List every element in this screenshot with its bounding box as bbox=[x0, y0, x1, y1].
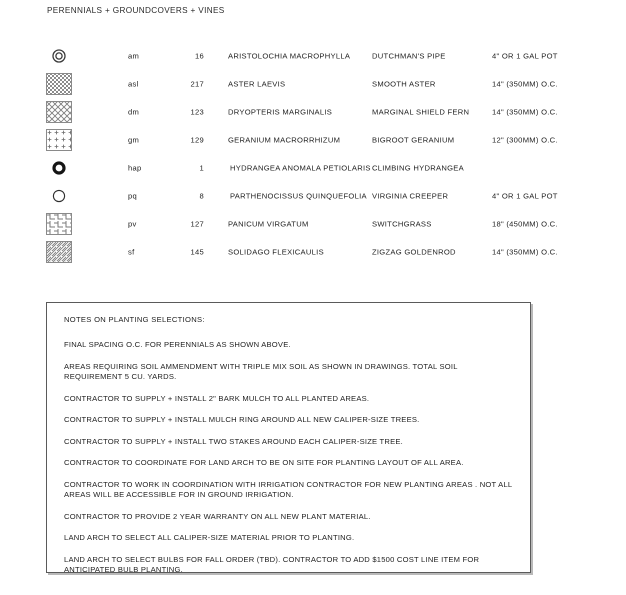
plant-code: am bbox=[128, 51, 140, 61]
plant-size: 4" OR 1 GAL POT bbox=[492, 51, 558, 61]
table-row bbox=[0, 210, 626, 238]
plant-size: 14" (350MM) O.C. bbox=[492, 79, 558, 89]
list-item: CONTRACTOR TO PROVIDE 2 YEAR WARRANTY ON ALL NEW PLANT MATERIAL. bbox=[64, 511, 371, 521]
plant-schedule-table bbox=[0, 42, 626, 266]
plant-code: gm bbox=[128, 135, 140, 145]
common-name: SMOOTH ASTER bbox=[372, 79, 436, 89]
list-item: AREAS REQUIRING SOIL AMMENDMENT WITH TRIPLE MIX SOIL AS SHOWN IN DRAWINGS. TOTAL SOIL REQUIREMENT 5 CU. YARDS. bbox=[64, 361, 458, 381]
concentric-circle-symbol bbox=[46, 45, 72, 67]
list-item: CONTRACTOR TO WORK IN COORDINATION WITH IRRIGATION CONTRACTOR FOR NEW PLANTING AREAS . NOT ALL AREAS WILL BE ACCESSIBLE FOR IN GROUND IRRIGATION. bbox=[64, 479, 513, 499]
planting-notes-box bbox=[46, 302, 531, 573]
common-name: SWITCHGRASS bbox=[372, 219, 432, 229]
plant-size: 4" OR 1 GAL POT bbox=[492, 191, 558, 201]
common-name: DUTCHMAN'S PIPE bbox=[372, 51, 446, 61]
table-row bbox=[0, 238, 626, 266]
plant-qty: 16 bbox=[194, 51, 204, 61]
plant-qty: 8 bbox=[199, 191, 204, 201]
plant-size: 14" (350MM) O.C. bbox=[492, 107, 558, 117]
list-item: CONTRACTOR TO SUPPLY + INSTALL TWO STAKES AROUND EACH CALIPER-SIZE TREE. bbox=[64, 436, 403, 446]
botanical-name: GERANIUM MACRORRHIZUM bbox=[228, 135, 341, 145]
table-row bbox=[0, 126, 626, 154]
table-row bbox=[0, 70, 626, 98]
botanical-name: PARTHENOCISSUS QUINQUEFOLIA bbox=[230, 191, 367, 201]
botanical-name: ASTER LAEVIS bbox=[228, 79, 286, 89]
table-row bbox=[0, 154, 626, 182]
plant-code: sf bbox=[128, 247, 135, 257]
list-item: CONTRACTOR TO SUPPLY + INSTALL 2" BARK MULCH TO ALL PLANTED AREAS. bbox=[64, 393, 370, 403]
botanical-name: DRYOPTERIS MARGINALIS bbox=[228, 107, 333, 117]
common-name: VIRGINIA CREEPER bbox=[372, 191, 449, 201]
common-name: BIGROOT GERANIUM bbox=[372, 135, 455, 145]
plant-qty: 127 bbox=[190, 219, 204, 229]
common-name: CLIMBING HYDRANGEA bbox=[372, 163, 464, 173]
plant-size: 18" (450MM) O.C. bbox=[492, 219, 558, 229]
plant-code: asl bbox=[128, 79, 139, 89]
botanical-name: ARISTOLOCHIA MACROPHYLLA bbox=[228, 51, 351, 61]
plant-qty: 217 bbox=[190, 79, 204, 89]
common-name: ZIGZAG GOLDENROD bbox=[372, 247, 456, 257]
plant-size: 14" (350MM) O.C. bbox=[492, 247, 558, 257]
thin-circle-symbol bbox=[46, 185, 72, 207]
list-item: LAND ARCH TO SELECT ALL CALIPER-SIZE MATERIAL PRIOR TO PLANTING. bbox=[64, 533, 355, 542]
dotted-cross-swatch bbox=[46, 129, 72, 151]
table-row bbox=[0, 42, 626, 70]
brick-hatch-swatch bbox=[46, 73, 72, 95]
botanical-name: HYDRANGEA ANOMALA PETIOLARIS bbox=[230, 163, 371, 173]
botanical-name: SOLIDAGO FLEXICAULIS bbox=[228, 247, 324, 257]
list-item: CONTRACTOR TO SUPPLY + INSTALL MULCH RING AROUND ALL NEW CALIPER-SIZE TREES. bbox=[64, 415, 420, 424]
list-item: LAND ARCH TO SELECT BULBS FOR FALL ORDER (TBD). CONTRACTOR TO ADD $1500 COST LINE ITEM FOR ANTICIPATED BULB PLANTING. bbox=[64, 554, 480, 574]
bold-ring-symbol bbox=[46, 157, 72, 179]
plant-qty: 1 bbox=[199, 163, 204, 173]
plant-code: pq bbox=[128, 191, 138, 201]
table-row bbox=[0, 182, 626, 210]
plant-code: pv bbox=[128, 219, 137, 229]
notes-heading: NOTES ON PLANTING SELECTIONS: bbox=[64, 315, 205, 324]
plant-qty: 123 bbox=[190, 107, 204, 117]
plant-code: dm bbox=[128, 107, 140, 117]
list-item: FINAL SPACING O.C. FOR PERENNIALS AS SHOWN ABOVE. bbox=[64, 340, 291, 349]
plant-code: hap bbox=[128, 163, 142, 173]
notes-list bbox=[64, 340, 518, 576]
botanical-name: PANICUM VIRGATUM bbox=[228, 219, 309, 229]
cross-hatch-swatch bbox=[46, 101, 72, 123]
plant-qty: 145 bbox=[190, 247, 204, 257]
zigzag-hatch-swatch bbox=[46, 213, 72, 235]
schedule-title: PERENNIALS + GROUNDCOVERS + VINES bbox=[47, 6, 225, 15]
plant-qty: 129 bbox=[190, 135, 204, 145]
diagonal-hatch-swatch bbox=[46, 241, 72, 263]
plant-size: 12" (300MM) O.C. bbox=[492, 135, 558, 145]
table-row bbox=[0, 98, 626, 126]
list-item: CONTRACTOR TO COORDINATE FOR LAND ARCH TO BE ON SITE FOR PLANTING LAYOUT OF ALL AREA. bbox=[64, 458, 464, 467]
common-name: MARGINAL SHIELD FERN bbox=[372, 107, 470, 117]
